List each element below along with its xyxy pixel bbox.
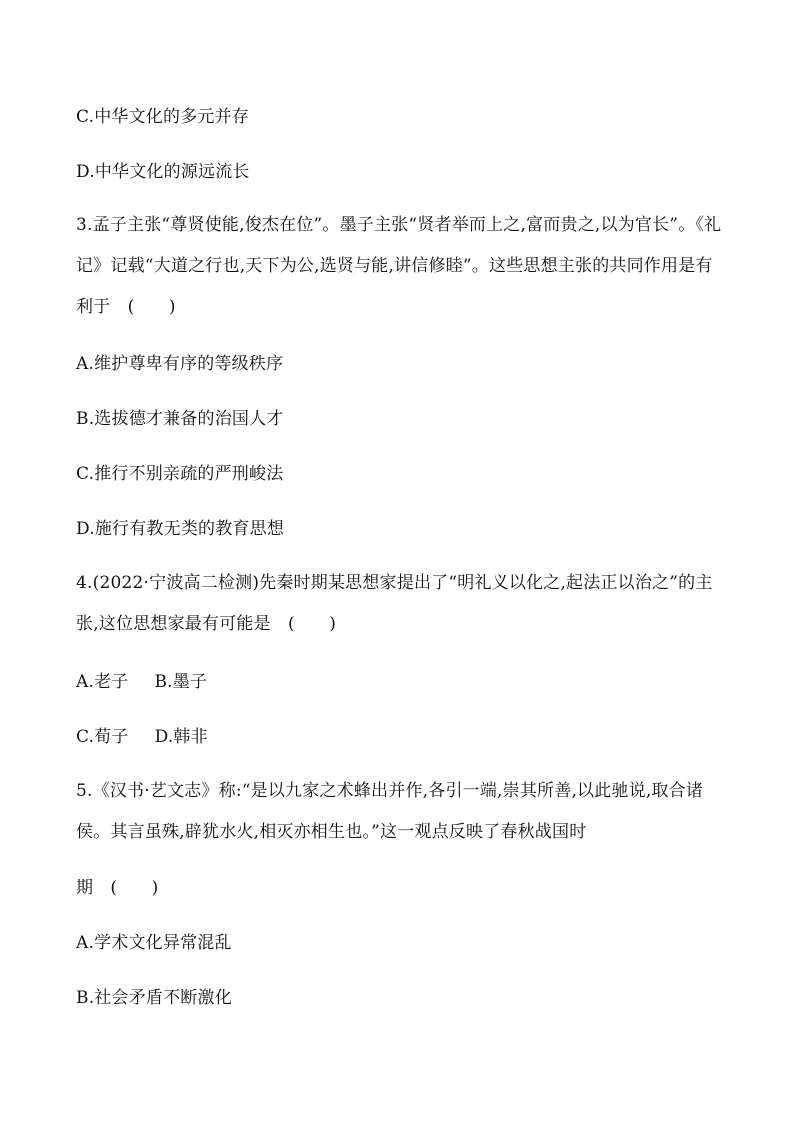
q5-stem: 5.《汉书·艺文志》称:“是以九家之术蜂出并作,各引一端,崇其所善,以此驰说,取合诸侯。其言虽殊,辟犹水火,相灭亦相生也。”这一观点反映了春秋战国时 bbox=[76, 781, 704, 842]
q3-option-b: B.选拔德才兼备的治国人才 bbox=[76, 409, 284, 429]
q3-option-c: C.推行不别亲疏的严刑峻法 bbox=[76, 464, 284, 484]
q2-option-d: D.中华文化的源远流长 bbox=[76, 162, 250, 182]
q4-option-a: A.老子 bbox=[76, 672, 129, 692]
q4-options-row-2 bbox=[76, 726, 208, 748]
q4-stem: 4.(2022·宁波高二检测)先秦时期某思想家提出了“明礼义以化之,起法正以治之”的主张,这位思想家最有可能是 ( ) bbox=[76, 573, 713, 634]
q5-option-a: A.学术文化异常混乱 bbox=[76, 933, 232, 953]
q3-stem: 3.孟子主张“尊贤使能,俊杰在位”。墨子主张“贤者举而上之,富而贵之,以为官长”。《礼记》记载“大道之行也,天下为公,选贤与能,讲信修睦”。这些思想主张的共同作用是有利于 ( ) bbox=[76, 215, 722, 317]
q4-option-d: D.韩非 bbox=[154, 727, 208, 747]
q4-option-b: B.墨子 bbox=[154, 672, 208, 692]
q3-option-d: D.施行有教无类的教育思想 bbox=[76, 519, 285, 539]
q3-option-a: A.维护尊卑有序的等级秩序 bbox=[76, 354, 284, 374]
q4-option-c: C.荀子 bbox=[76, 727, 129, 747]
q5-option-b: B.社会矛盾不断激化 bbox=[76, 988, 232, 1008]
q2-option-c: C.中华文化的多元并存 bbox=[76, 107, 250, 127]
q5-stem-end: 期 ( ) bbox=[76, 878, 159, 898]
q4-options-row-1 bbox=[76, 671, 207, 693]
